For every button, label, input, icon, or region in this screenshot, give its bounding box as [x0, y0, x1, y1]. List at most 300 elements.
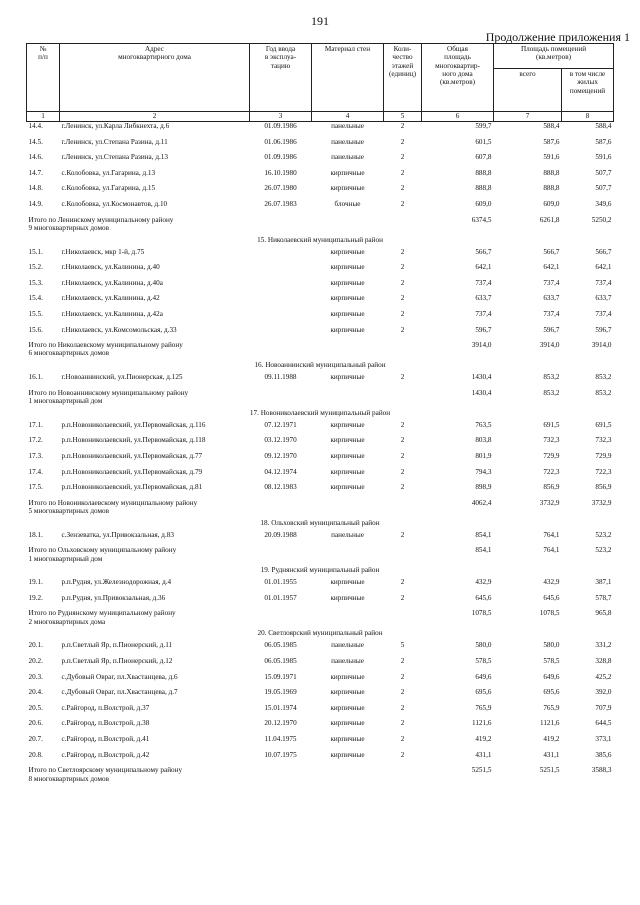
total-area: 3914,0 — [471, 341, 492, 350]
row-premises-residential: 507,7 — [595, 184, 612, 193]
row-floors: 2 — [400, 184, 405, 193]
row-premises-all: 578,5 — [543, 657, 560, 666]
row-total-area: 580,0 — [475, 641, 492, 650]
row-premises-all: 633,7 — [543, 294, 560, 303]
row-premises-all: 737,4 — [543, 309, 560, 318]
table-row — [27, 735, 614, 751]
row-floors: 2 — [400, 294, 405, 303]
row-number: 14.6. — [28, 153, 43, 162]
row-premises-residential: 856,9 — [595, 483, 612, 492]
table-row — [27, 641, 614, 657]
row-floors: 2 — [400, 719, 405, 728]
row-premises-residential: 722,3 — [595, 467, 612, 476]
row-total-area: 431,1 — [475, 750, 492, 759]
row-address: с.Дубовый Овраг, пл.Хвастанцева, д.7 — [61, 688, 178, 697]
row-premises-residential: 642,1 — [595, 263, 612, 272]
row-year — [250, 248, 312, 264]
total-premises-residential: 965,8 — [595, 609, 612, 618]
row-number: 14.9. — [28, 199, 43, 208]
row-total-area: 566,7 — [475, 247, 492, 256]
row-total-area: 578,5 — [475, 657, 492, 666]
table-row — [27, 279, 614, 295]
row-total-area: 645,6 — [475, 593, 492, 602]
row-floors: 2 — [400, 309, 405, 318]
row-year — [250, 263, 312, 279]
total-row — [27, 766, 614, 786]
row-premises-residential: 732,3 — [595, 436, 612, 445]
total-premises-residential: 5250,2 — [591, 215, 612, 224]
row-material: кирпичные — [330, 325, 365, 334]
row-material: кирпичные — [330, 436, 365, 445]
row-floors: 2 — [400, 672, 405, 681]
header-residential: в том числе жилых помещений — [562, 69, 614, 112]
row-number: 16.1. — [28, 373, 43, 382]
row-premises-residential: 507,7 — [595, 168, 612, 177]
row-address: р.п.Новониколаевский, ул.Первомайская, д.79 — [61, 467, 203, 476]
row-floors: 2 — [400, 750, 405, 759]
total-area: 854,1 — [475, 546, 492, 555]
row-number: 14.8. — [28, 184, 43, 193]
row-total-area: 898,9 — [475, 483, 492, 492]
row-year: 06.05.1985 — [264, 641, 297, 650]
header-material: Материал стен — [312, 44, 384, 112]
row-material: кирпичные — [330, 719, 365, 728]
total-count: 9 многоквартирных домов — [28, 223, 110, 232]
row-year: 01.06.1986 — [264, 137, 297, 146]
total-label — [27, 389, 422, 409]
row-number: 20.1. — [28, 641, 43, 650]
row-premises-all: 591,6 — [543, 153, 560, 162]
row-number: 14.4. — [28, 122, 43, 130]
row-number: 15.5. — [28, 309, 43, 318]
row-address: с.Колобовка, ул.Гагарина, д.13 — [61, 168, 156, 177]
district-header-row — [27, 409, 614, 421]
table-row — [27, 248, 614, 264]
row-premises-all: 642,1 — [543, 263, 560, 272]
district-title: 19. Руднянский муниципальный район — [260, 566, 380, 575]
column-number: 6 — [422, 112, 494, 122]
row-premises-all: 888,8 — [543, 168, 560, 177]
row-number: 20.2. — [28, 657, 43, 666]
table-row — [27, 200, 614, 216]
row-year: 10.07.1975 — [264, 750, 297, 759]
row-premises-residential: 392,0 — [595, 688, 612, 697]
row-floors: 2 — [400, 168, 405, 177]
row-premises-all: 691,5 — [543, 420, 560, 429]
row-material: кирпичные — [330, 467, 365, 476]
row-number: 20.3. — [28, 672, 43, 681]
table-row — [27, 719, 614, 735]
row-premises-residential: 331,2 — [595, 641, 612, 650]
row-address: с.Дубовый Овраг, пл.Хвастанцева, д.6 — [61, 672, 178, 681]
row-material: кирпичные — [330, 483, 365, 492]
table-body — [27, 122, 614, 787]
row-address: с.Райгород, п.Волстрой, д.37 — [61, 703, 150, 712]
row-address: г.Ленинск, ул.Карла Либкнехта, д.6 — [61, 122, 170, 130]
row-year: 26.07.1980 — [264, 184, 297, 193]
row-year — [250, 279, 312, 295]
total-label — [27, 766, 422, 786]
row-material: кирпичные — [330, 184, 365, 193]
row-premises-residential: 633,7 — [595, 294, 612, 303]
row-premises-residential: 523,2 — [595, 530, 612, 539]
row-number: 20.5. — [28, 703, 43, 712]
row-year — [250, 310, 312, 326]
row-premises-residential: 578,7 — [595, 593, 612, 602]
total-count: 1 многоквартирный дом — [28, 554, 103, 563]
table-row — [27, 704, 614, 720]
row-total-area: 1430,4 — [471, 373, 492, 382]
row-year: 09.11.1988 — [264, 373, 297, 382]
row-premises-residential: 729,9 — [595, 451, 612, 460]
row-material: кирпичные — [330, 688, 365, 697]
row-total-area: 607,8 — [475, 153, 492, 162]
row-material: блочные — [334, 199, 361, 208]
row-address: с.Райгород, п.Волстрой, д.38 — [61, 719, 150, 728]
row-number: 14.7. — [28, 168, 43, 177]
row-floors: 2 — [400, 451, 405, 460]
row-floors: 2 — [400, 735, 405, 744]
total-title: Итого по Светлоярскому муниципальному району — [28, 766, 183, 775]
row-address: с.Колобовка, ул.Гагарина, д.15 — [61, 184, 156, 193]
row-address: г.Новоаннинский, ул.Пионерская, д.125 — [61, 373, 183, 382]
row-premises-all: 596,7 — [543, 325, 560, 334]
total-premises-residential: 853,2 — [595, 388, 612, 397]
row-address: р.п.Новониколаевский, ул.Первомайская, д.116 — [61, 420, 206, 429]
row-total-area: 642,1 — [475, 263, 492, 272]
row-year: 11.04.1975 — [264, 735, 297, 744]
row-year: 01.01.1957 — [264, 593, 297, 602]
row-premises-residential: 349,6 — [595, 199, 612, 208]
row-material: кирпичные — [330, 593, 365, 602]
row-year: 15.01.1974 — [264, 703, 297, 712]
column-number: 1 — [27, 112, 60, 122]
row-floors: 2 — [400, 278, 405, 287]
total-premises-all: 6261,8 — [539, 215, 560, 224]
row-floors: 2 — [400, 137, 405, 146]
table-row — [27, 310, 614, 326]
total-area: 4062,4 — [471, 498, 492, 507]
row-total-area: 601,5 — [475, 137, 492, 146]
row-premises-all: 432,9 — [543, 578, 560, 587]
total-premises-all: 1078,5 — [539, 609, 560, 618]
row-address: р.п.Светлый Яр, п.Пионерский, д.11 — [61, 641, 173, 650]
row-floors: 2 — [400, 593, 405, 602]
row-total-area: 765,9 — [475, 703, 492, 712]
row-number: 15.6. — [28, 325, 43, 334]
row-total-area: 888,8 — [475, 184, 492, 193]
row-address: г.Николаевск, ул.Калинина, д.42 — [61, 294, 160, 303]
row-premises-all: 431,1 — [543, 750, 560, 759]
table-row — [27, 657, 614, 673]
row-year: 20.09.1988 — [264, 530, 297, 539]
district-header-row — [27, 519, 614, 531]
row-total-area: 737,4 — [475, 278, 492, 287]
row-year: 19.05.1969 — [264, 688, 297, 697]
total-premises-residential: 3588,3 — [591, 766, 612, 775]
row-year: 15.09.1971 — [264, 672, 297, 681]
district-header-row — [27, 629, 614, 641]
row-material: кирпичные — [330, 278, 365, 287]
total-count: 2 многоквартирных дома — [28, 617, 106, 626]
page-number: 191 — [311, 14, 329, 28]
row-material: панельные — [331, 657, 364, 666]
row-total-area: 794,3 — [475, 467, 492, 476]
row-address: р.п.Новониколаевский, ул.Первомайская, д.118 — [61, 436, 206, 445]
district-title: 18. Ольховский муниципальный район — [260, 518, 380, 527]
row-premises-residential: 328,8 — [595, 657, 612, 666]
total-premises-all: 5251,5 — [539, 766, 560, 775]
row-premises-residential: 385,6 — [595, 750, 612, 759]
total-count: 8 многоквартирных домов — [28, 774, 110, 783]
row-floors: 2 — [400, 703, 405, 712]
row-year: 26.07.1983 — [264, 199, 297, 208]
row-number: 14.5. — [28, 137, 43, 146]
row-premises-all: 764,1 — [543, 530, 560, 539]
row-material: кирпичные — [330, 578, 365, 587]
row-premises-all: 419,2 — [543, 735, 560, 744]
row-floors: 2 — [400, 247, 405, 256]
apartment-buildings-table — [26, 43, 614, 786]
table-row — [27, 326, 614, 342]
column-number: 4 — [312, 112, 384, 122]
row-floors: 2 — [400, 325, 405, 334]
row-floors: 2 — [400, 199, 405, 208]
row-floors: 5 — [400, 641, 405, 650]
row-number: 20.4. — [28, 688, 43, 697]
row-number: 15.1. — [28, 247, 43, 256]
row-total-area: 649,6 — [475, 672, 492, 681]
row-address: г.Николаевск, ул.Калинина, д.42а — [61, 309, 163, 318]
total-row — [27, 341, 614, 361]
row-year: 09.12.1970 — [264, 451, 297, 460]
table-row — [27, 673, 614, 689]
row-address: с.Зензеватка, ул.Привокзальная, д.83 — [61, 530, 174, 539]
total-premises-all: 764,1 — [543, 546, 560, 555]
row-premises-all: 609,0 — [543, 199, 560, 208]
row-material: кирпичные — [330, 309, 365, 318]
row-total-area: 803,8 — [475, 436, 492, 445]
total-row — [27, 499, 614, 519]
column-number: 8 — [562, 112, 614, 122]
table-row — [27, 688, 614, 704]
row-address: р.п.Новониколаевский, ул.Первомайская, д.77 — [61, 451, 203, 460]
total-premises-all: 3732,9 — [539, 498, 560, 507]
row-premises-residential: 737,4 — [595, 309, 612, 318]
row-address: с.Райгород, п.Волстрой, д.41 — [61, 735, 150, 744]
total-title: Итого по Ольховскому муниципальному району — [28, 546, 177, 555]
row-material: кирпичные — [330, 373, 365, 382]
table-row — [27, 169, 614, 185]
district-title: 17. Новониколаевский муниципальный район — [249, 408, 391, 417]
total-premises-residential: 3914,0 — [591, 341, 612, 350]
row-floors: 2 — [400, 578, 405, 587]
total-count: 1 многоквартирный дом — [28, 397, 103, 405]
total-area: 5251,5 — [471, 766, 492, 775]
row-premises-residential: 373,1 — [595, 735, 612, 744]
total-area: 6374,5 — [471, 215, 492, 224]
table-row — [27, 452, 614, 468]
row-number: 20.6. — [28, 719, 43, 728]
row-address: р.п.Рудня, ул.Железнодорожная, д.4 — [61, 578, 172, 587]
row-floors: 2 — [400, 436, 405, 445]
row-premises-all: 765,9 — [543, 703, 560, 712]
row-address: с.Райгород, п.Волстрой, д.42 — [61, 750, 150, 759]
table-row — [27, 421, 614, 437]
table-row — [27, 594, 614, 610]
row-address: с.Колобовка, ул.Космонавтов, д.10 — [61, 199, 168, 208]
row-total-area: 763,5 — [475, 420, 492, 429]
table-row — [27, 153, 614, 169]
table-row — [27, 184, 614, 200]
row-year: 16.10.1980 — [264, 168, 297, 177]
row-floors: 2 — [400, 122, 405, 130]
row-number: 20.8. — [28, 750, 43, 759]
total-area: 1078,5 — [471, 609, 492, 618]
column-number: 7 — [494, 112, 562, 122]
row-material: панельные — [331, 530, 364, 539]
row-total-area: 1121,6 — [472, 719, 492, 728]
row-material: кирпичные — [330, 672, 365, 681]
total-label — [27, 546, 422, 566]
total-premises-residential: 523,2 — [595, 546, 612, 555]
total-premises-all: 853,2 — [543, 388, 560, 397]
row-total-area: 609,0 — [475, 199, 492, 208]
row-address: р.п.Светлый Яр, п.Пионерский, д.12 — [61, 657, 173, 666]
row-premises-all: 695,6 — [543, 688, 560, 697]
total-label — [27, 216, 422, 236]
column-number: 3 — [250, 112, 312, 122]
row-address: г.Николаевск, мкр 1-й, д.75 — [61, 247, 145, 256]
table-row — [27, 122, 614, 138]
table-row — [27, 578, 614, 594]
row-premises-residential: 566,7 — [595, 247, 612, 256]
row-floors: 2 — [400, 420, 405, 429]
district-title: 15. Николаевский муниципальный район — [257, 235, 383, 244]
row-address: г.Ленинск, ул.Степана Разина, д.11 — [61, 137, 168, 146]
row-material: панельные — [331, 641, 364, 650]
row-year: 01.09.1986 — [264, 122, 297, 130]
table-row — [27, 436, 614, 452]
row-number: 20.7. — [28, 735, 43, 744]
row-premises-all: 888,8 — [543, 184, 560, 193]
row-floors: 2 — [400, 467, 405, 476]
row-floors: 2 — [400, 657, 405, 666]
total-label — [27, 499, 422, 519]
row-material: кирпичные — [330, 263, 365, 272]
column-number: 2 — [60, 112, 250, 122]
row-premises-residential: 587,6 — [595, 137, 612, 146]
row-address: г.Ленинск, ул.Степана Разина, д.13 — [61, 153, 168, 162]
total-label — [27, 609, 422, 629]
row-material: кирпичные — [330, 750, 365, 759]
row-floors: 2 — [400, 530, 405, 539]
row-address: р.п.Новониколаевский, ул.Первомайская, д.81 — [61, 483, 203, 492]
row-total-area: 599,7 — [475, 122, 492, 130]
row-material: кирпичные — [330, 247, 365, 256]
row-number: 18.1. — [28, 530, 43, 539]
table-row — [27, 294, 614, 310]
table-row — [27, 138, 614, 154]
row-address: г.Николаевск, ул.Калинина, д.40 — [61, 263, 160, 272]
row-premises-residential: 596,7 — [595, 325, 612, 334]
row-premises-residential: 591,6 — [595, 153, 612, 162]
total-title: Итого по Новониколаевскому муниципальному району — [28, 498, 198, 507]
row-premises-residential: 737,4 — [595, 278, 612, 287]
row-number: 15.2. — [28, 263, 43, 272]
row-year: 03.12.1970 — [264, 436, 297, 445]
row-total-area: 888,8 — [475, 168, 492, 177]
total-row — [27, 389, 614, 409]
header-floors: Коли- чество этажей (единиц) — [384, 44, 422, 112]
row-premises-all: 732,3 — [543, 436, 560, 445]
row-total-area: 633,7 — [475, 294, 492, 303]
total-count: 5 многоквартирных домов — [28, 506, 110, 515]
district-title: 20. Светлоярский муниципальный район — [257, 629, 383, 638]
total-premises-residential: 3732,9 — [591, 498, 612, 507]
total-row — [27, 216, 614, 236]
header-all: всего — [494, 69, 562, 112]
row-premises-all: 856,9 — [543, 483, 560, 492]
row-address: г.Николаевск, ул.Комсомольская, д.33 — [61, 325, 177, 334]
header-year: Год ввода в эксплуа- тацию — [250, 44, 312, 112]
row-premises-all: 580,0 — [543, 641, 560, 650]
row-material: панельные — [331, 153, 364, 162]
row-premises-residential: 707,9 — [595, 703, 612, 712]
row-number: 19.2. — [28, 593, 43, 602]
row-material: кирпичные — [330, 168, 365, 177]
header-num: № п/п — [27, 44, 60, 112]
row-material: кирпичные — [330, 703, 365, 712]
row-address: г.Николаевск, ул.Калинина, д.40а — [61, 278, 163, 287]
district-header-row — [27, 236, 614, 248]
row-number: 19.1. — [28, 578, 43, 587]
row-address: р.п.Рудня, ул.Привокзальная, д.36 — [61, 593, 166, 602]
row-total-area: 596,7 — [475, 325, 492, 334]
row-floors: 2 — [400, 688, 405, 697]
table-row — [27, 263, 614, 279]
district-header-row — [27, 361, 614, 373]
row-premises-residential: 644,5 — [595, 719, 612, 728]
row-year — [250, 294, 312, 310]
row-total-area: 419,2 — [475, 735, 492, 744]
row-premises-all: 588,4 — [543, 122, 560, 130]
row-total-area: 695,6 — [475, 688, 492, 697]
row-number: 17.5. — [28, 483, 43, 492]
row-premises-all: 649,6 — [543, 672, 560, 681]
row-number: 17.3. — [28, 451, 43, 460]
header-address: Адрес многоквартирного дома — [60, 44, 250, 112]
row-number: 15.3. — [28, 278, 43, 287]
row-total-area: 737,4 — [475, 309, 492, 318]
total-row — [27, 546, 614, 566]
row-premises-residential: 387,1 — [595, 578, 612, 587]
header-total-area: Общая площадь многоквартир- ного дома (кв.метров) — [422, 44, 494, 112]
row-premises-all: 566,7 — [543, 247, 560, 256]
total-count: 6 многоквартирных домов — [28, 349, 110, 358]
total-title: Итого по Николаевскому муниципальному району — [28, 341, 183, 350]
row-number: 17.4. — [28, 467, 43, 476]
row-number: 17.1. — [28, 420, 43, 429]
row-premises-all: 729,9 — [543, 451, 560, 460]
row-premises-all: 587,6 — [543, 137, 560, 146]
district-title: 16. Новоаннинский муниципальный район — [254, 361, 386, 370]
total-title: Итого по Новоаннинскому муниципальному району — [28, 388, 189, 397]
row-year: 04.12.1974 — [264, 467, 297, 476]
total-title: Итого по Руднянскому муниципальному району — [28, 609, 176, 618]
row-year — [250, 326, 312, 342]
total-title: Итого по Ленинскому муниципальному району — [28, 215, 174, 224]
